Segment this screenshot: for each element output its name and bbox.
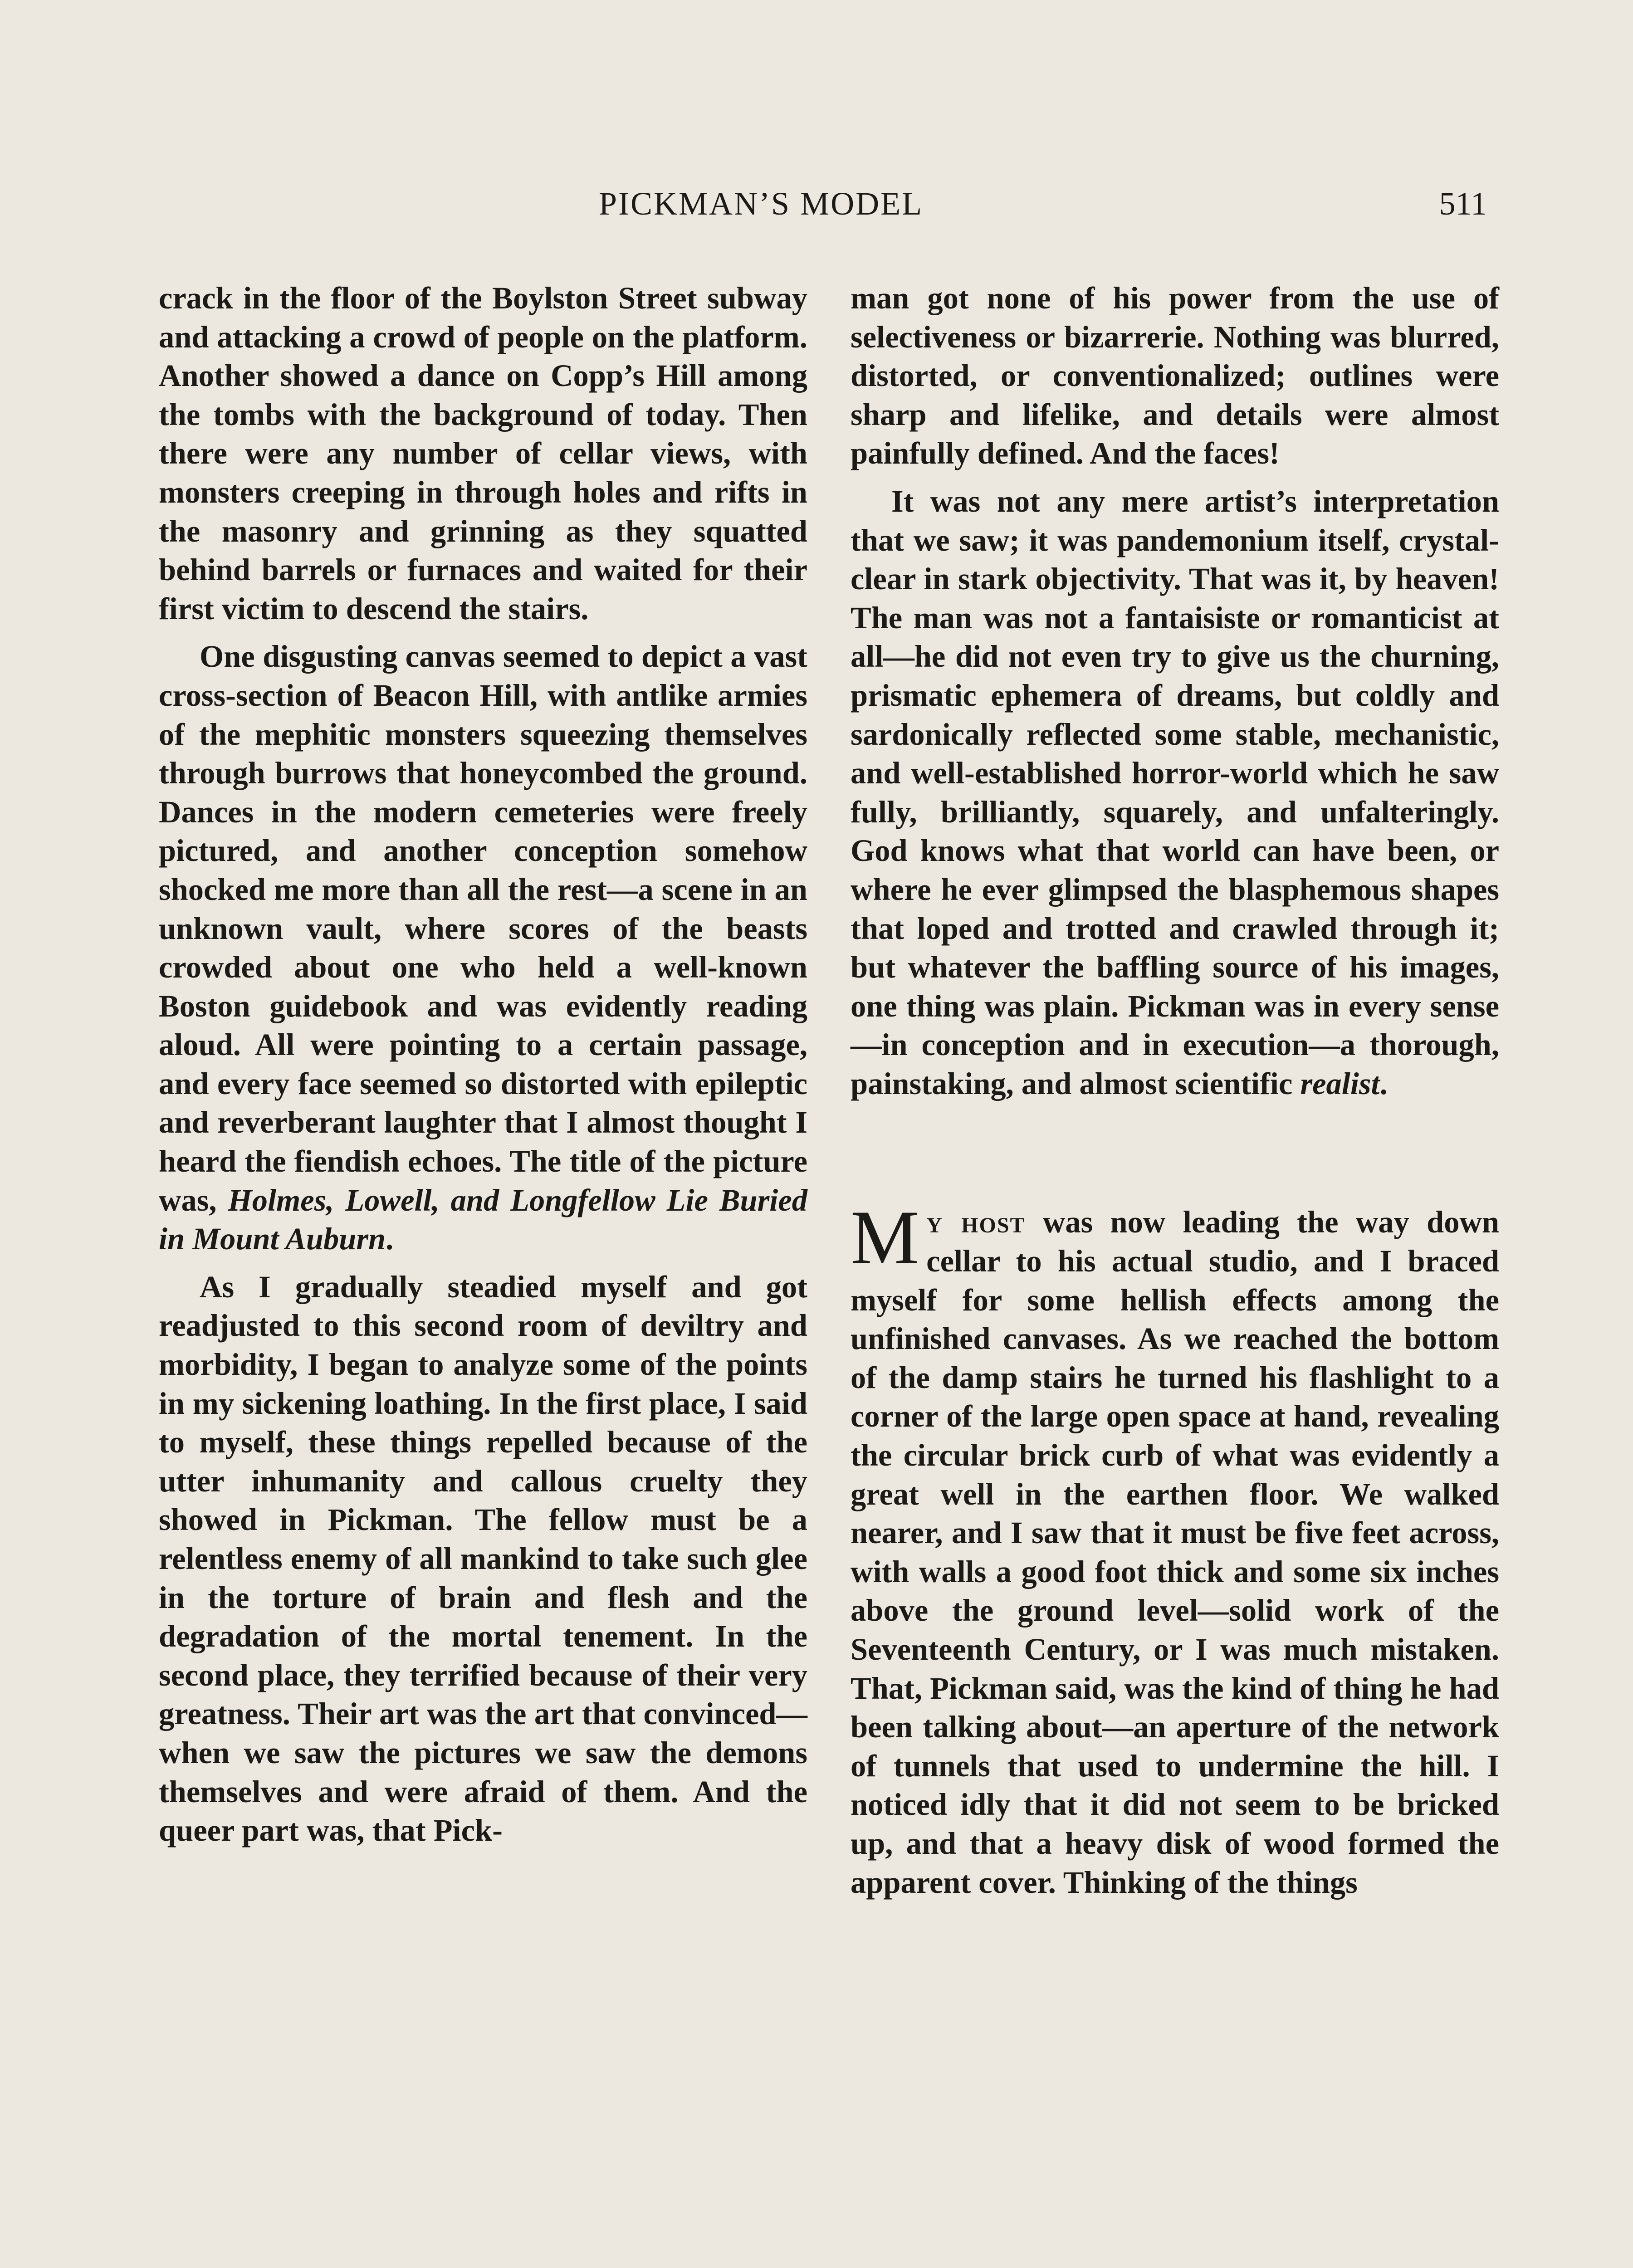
paragraph: crack in the floor of the Boylston Street subway and attacking a crowd of people on the platform. Another showed a dance on Copp’s Hill among the tombs with the background of today. Then there were any number of cellar views, with monsters creeping in through holes and rifts in the masonry and grinning as they squatted behind barrels or furnaces and waited for their first victim to descend the stairs.	[159, 281, 807, 626]
paragraph: man got none of his power from the use of selectiveness or bizarrerie. Nothing was blurred, distorted, or conventionalized; outlines were sharp and lifelike, and details were almost painfully defined. And the faces!	[851, 281, 1499, 471]
paragraph: As I gradually steadied myself and got readjusted to this second room of deviltry and morbidity, I began to analyze some of the points in my sickening loathing. In the first place, I said to myself, these things repelled because of the utter inhumanity and callous cruelty they showed in Pickman. The fellow must be a relentless enemy of all mankind to take such glee in the torture of brain and flesh and the degradation of the mortal tenement. In the second place, they terrified because of their very greatness. Their art was the art that convinced—when we saw the pictures we saw the demons themselves and were afraid of them. And the queer part was, that Pick-	[159, 1269, 807, 1848]
paragraph-end: .	[1379, 1066, 1388, 1101]
page-number: 511	[1439, 186, 1487, 222]
paragraph-text: One disgusting canvas seemed to depict a vast cross-section of Beacon Hill, with antlike armies of the mephitic monsters squeezing themselves through burrows that honeycombed the ground. Dances in the modern cemeteries were freely pictured, and another conception somehow shocked me more than all the rest—a scene in an unknown vault, where scores of the beasts crowded about one who held a well-known Boston guidebook and was evidently reading aloud. All were pointing to a certain passage, and every face seemed so distorted with epileptic and reverberant laughter that I almost thought I heard the fiendish echoes. The title of the picture was,	[159, 639, 807, 1217]
left-column	[159, 279, 807, 1850]
paragraph	[159, 637, 807, 1259]
paragraph-end: .	[386, 1222, 394, 1256]
painting-title: Holmes, Lowell, and Longfellow Lie Buried in Mount Auburn	[159, 1183, 807, 1256]
paragraph	[851, 482, 1499, 1104]
paragraph-text: was now leading the way down cellar to his actual studio, and I braced myself for some hellish effects among the unfinished canvases. As we reached the bottom of the damp stairs he turned his flashlight to a corner of the large open space at hand, revealing the circular brick curb of what was evidently a great well in the earthen floor. We walked nearer, and I saw that it must be five feet across, with walls a good foot thick and some six inches above the ground level—solid work of the Seventeenth Century, or I was much mistaken. That, Pickman said, was the kind of thing he had been talking about—an aperture of the network of tunnels that used to undermine the hill. I noticed idly that it did not seem to be bricked up, and that a heavy disk of wood formed the apparent cover. Thinking of the things	[851, 1205, 1500, 1900]
right-column	[851, 279, 1499, 1902]
paragraph-text: It was not any mere artist’s interpretation that we saw; it was pandemonium itself, crystal-clear in stark objectivity. That was it, by heaven! The man was not a fantaisiste or romanticist at all—he did not even try to give us the churning, prismatic ephemera of dreams, but coldly and sardonically reflected some stable, mechanistic, and well-established horror-world which he saw fully, brilliantly, squarely, and unfalteringly. God knows what that world can have been, or where he ever glimpsed the blasphemous shapes that loped and trotted and crawled through it; but whatever the baffling source of his images, one thing was plain. Pickman was in every sense—in conception and in execution—a thorough, painstaking, and almost scientific	[851, 484, 1499, 1101]
drop-cap: M	[851, 1195, 919, 1281]
small-caps-lead: y host	[926, 1205, 1026, 1240]
running-title: PICKMAN’S MODEL	[599, 186, 924, 222]
emphasis-word: realist	[1300, 1066, 1380, 1101]
section-paragraph	[851, 1195, 1500, 1902]
